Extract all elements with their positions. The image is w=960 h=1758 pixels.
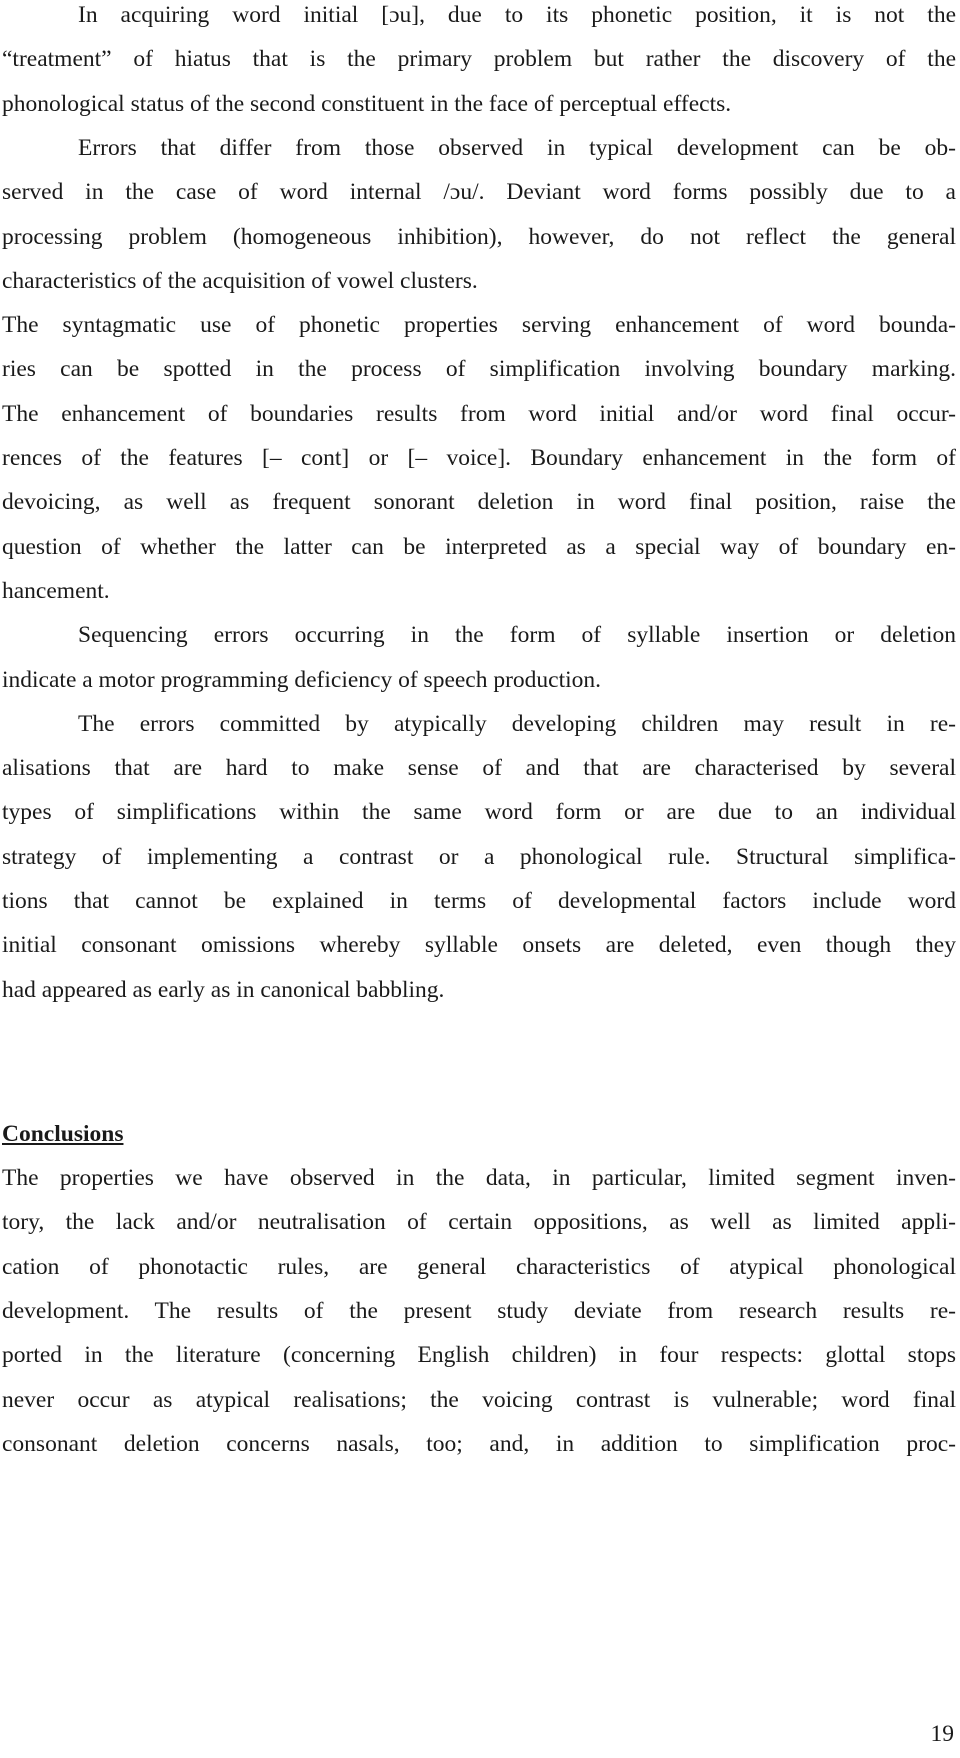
- text-line: devoicing, as well as frequent sonorant deletion in word final position, raise the: [2, 489, 956, 516]
- text-line: initial consonant omissions whereby syllable onsets are deleted, even though they: [2, 932, 956, 959]
- text-line: The enhancement of boundaries results from word initial and/or word final occur-: [2, 400, 956, 427]
- text-line: Errors that differ from those observed in typical development can be ob-: [78, 134, 956, 161]
- text-line: cation of phonotactic rules, are general characteristics of atypical phonological: [2, 1253, 956, 1280]
- text-line: indicate a motor programming deficiency of speech production.: [2, 666, 602, 693]
- text-line: never occur as atypical realisations; the voicing contrast is vulnerable; word final: [2, 1386, 956, 1413]
- text-line: types of simplifications within the same word form or are due to an individual: [2, 799, 956, 826]
- page-number: 19: [930, 1721, 954, 1747]
- text-line: In acquiring word initial [ɔu], due to its phonetic position, it is not the: [78, 2, 956, 28]
- text-line: tions that cannot be explained in terms of developmental factors include word: [2, 888, 956, 914]
- text-line: alisations that are hard to make sense of and that are characterised by several: [2, 755, 956, 782]
- text-line: “treatment” of hiatus that is the primary problem but rather the discovery of the: [2, 46, 956, 73]
- text-line: characteristics of the acquisition of vowel clusters.: [2, 267, 478, 294]
- text-line: had appeared as early as in canonical babbling.: [2, 976, 445, 1003]
- text-line: consonant deletion concerns nasals, too; and, in addition to simplification proc-: [2, 1430, 956, 1457]
- text-line: Sequencing errors occurring in the form of syllable insertion or deletion: [78, 622, 956, 649]
- section-heading-conclusions: Conclusions: [2, 1121, 124, 1147]
- text-line: The syntagmatic use of phonetic properties serving enhancement of word bounda-: [2, 312, 956, 339]
- text-line: question of whether the latter can be interpreted as a special way of boundary en-: [2, 533, 956, 560]
- text-line: The properties we have observed in the data, in particular, limited segment inven-: [2, 1165, 956, 1191]
- text-line: hancement.: [2, 577, 110, 604]
- text-line: The errors committed by atypically developing children may result in re-: [78, 710, 956, 737]
- text-line: ported in the literature (concerning English children) in four respects: glottal stops: [2, 1342, 956, 1369]
- text-line: phonological status of the second constituent in the face of perceptual effects.: [2, 90, 732, 117]
- text-line: ries can be spotted in the process of simplification involving boundary marking.: [2, 356, 956, 383]
- text-line: development. The results of the present study deviate from research results re-: [2, 1297, 956, 1324]
- text-line: processing problem (homogeneous inhibition), however, do not reflect the general: [2, 223, 956, 250]
- text-line: served in the case of word internal /ɔu/. Deviant word forms possibly due to a: [2, 179, 956, 206]
- text-line: tory, the lack and/or neutralisation of certain oppositions, as well as limited appli-: [2, 1209, 956, 1236]
- text-line: strategy of implementing a contrast or a phonological rule. Structural simplifica-: [2, 843, 956, 870]
- text-line: rences of the features [– cont] or [– voice]. Boundary enhancement in the form of: [2, 445, 956, 471]
